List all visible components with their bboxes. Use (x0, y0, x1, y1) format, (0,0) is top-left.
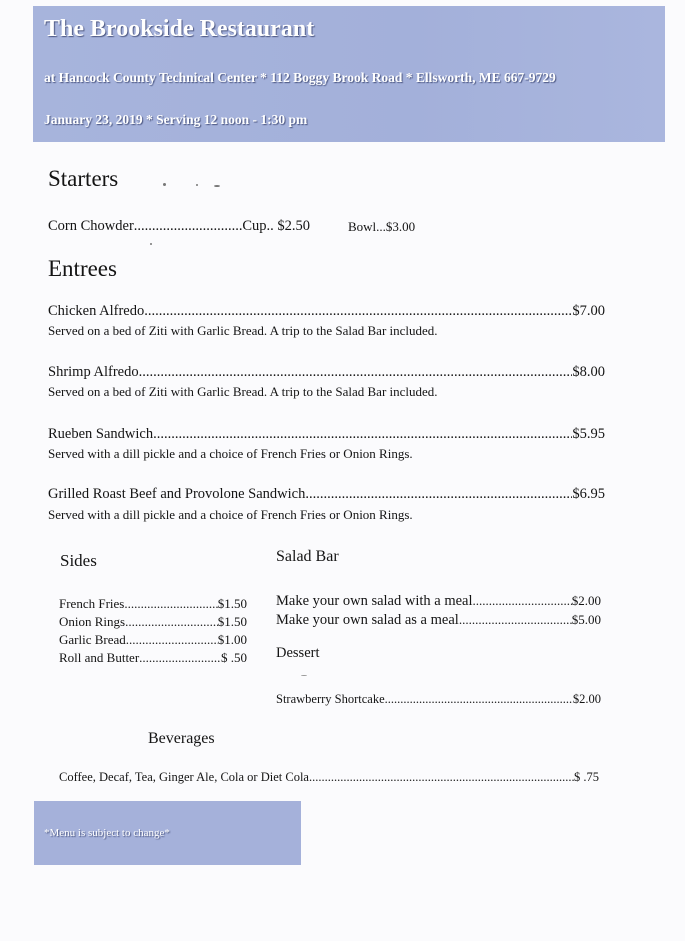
starter-bowl-price: Bowl...$3.00 (348, 219, 416, 234)
leader-dots (144, 303, 572, 320)
entree-description: Served with a dill pickle and a choice of French Fries or Onion Rings. (48, 446, 413, 461)
leader-dots (125, 614, 218, 630)
side-item (59, 632, 247, 648)
leader-dots (139, 650, 221, 666)
dessert-heading: Dessert (276, 645, 320, 661)
restaurant-address: at Hancock County Technical Center * 112 Boggy Brook Road * Ellsworth, ME 667-9729 (44, 70, 556, 85)
salad-price: $5.00 (571, 612, 601, 627)
entree-name: Grilled Roast Beef and Provolone Sandwich (48, 486, 306, 502)
side-price: $1.50 (217, 614, 247, 629)
dessert-price: $2.00 (572, 692, 601, 706)
leader-dots (385, 692, 573, 707)
leader-dots (126, 632, 218, 648)
dessert-item (276, 692, 601, 707)
side-name: French Fries (59, 596, 125, 611)
side-name: Roll and Butter (59, 650, 140, 665)
scan-speck (196, 184, 198, 186)
entree-item (48, 426, 605, 443)
side-price: $1.50 (217, 596, 247, 611)
entree-name: Chicken Alfredo (48, 303, 145, 319)
scan-speck (150, 243, 152, 245)
entree-price: $7.00 (572, 303, 605, 319)
entree-description: Served on a bed of Ziti with Garlic Bread. A trip to the Salad Bar included. (48, 384, 438, 399)
side-item (59, 614, 247, 630)
salad-price: $2.00 (571, 593, 601, 608)
sides-heading: Sides (60, 551, 97, 570)
salad-name: Make your own salad with a meal (276, 593, 473, 609)
starter-cup-price: Cup.. $2.50 (242, 218, 310, 234)
scan-speck (163, 183, 166, 186)
entree-price: $8.00 (572, 364, 605, 380)
beverage-price: $ .75 (574, 770, 599, 784)
service-date: January 23, 2019 * Serving 12 noon - 1:30 pm (44, 112, 308, 127)
leader-dots (139, 364, 573, 381)
dessert-name: Strawberry Shortcake (276, 692, 385, 706)
entrees-heading: Entrees (48, 256, 117, 281)
side-name: Garlic Bread (59, 632, 126, 647)
side-price: $ .50 (221, 650, 247, 665)
side-item (59, 596, 247, 612)
salad-name: Make your own salad as a meal (276, 612, 459, 628)
entree-description: Served on a bed of Ziti with Garlic Bread. A trip to the Salad Bar included. (48, 323, 438, 338)
leader-dots (153, 426, 572, 443)
scan-speck (214, 185, 220, 187)
salad-item (276, 612, 601, 629)
entree-item (48, 364, 605, 381)
entree-item (48, 486, 605, 503)
starters-heading: Starters (48, 166, 119, 191)
beverages-heading: Beverages (148, 730, 215, 747)
side-name: Onion Rings (59, 614, 126, 629)
leader-dots (309, 770, 574, 785)
salad-item (276, 593, 601, 610)
side-price: $1.00 (217, 632, 247, 647)
beverage-item (59, 770, 599, 785)
salad-bar-heading: Salad Bar (276, 548, 339, 565)
entree-name: Shrimp Alfredo (48, 364, 139, 380)
leader-dots (305, 486, 572, 503)
scan-speck (301, 675, 307, 676)
beverage-name: Coffee, Decaf, Tea, Ginger Ale, Cola or Diet Cola (59, 770, 309, 784)
entree-item (48, 303, 605, 320)
starter-item (48, 218, 310, 235)
entree-price: $5.95 (572, 426, 605, 442)
leader-dots (473, 593, 572, 609)
entree-description: Served with a dill pickle and a choice of French Fries or Onion Rings. (48, 507, 413, 522)
entree-name: Rueben Sandwich (48, 426, 154, 442)
leader-dots (134, 218, 243, 235)
entree-price: $6.95 (572, 486, 605, 502)
starter-name: Corn Chowder (48, 218, 134, 234)
leader-dots (459, 612, 572, 628)
side-item (59, 650, 247, 666)
restaurant-title: The Brookside Restaurant (44, 16, 315, 42)
leader-dots (124, 596, 217, 612)
menu-change-note: *Menu is subject to change* (44, 827, 170, 839)
